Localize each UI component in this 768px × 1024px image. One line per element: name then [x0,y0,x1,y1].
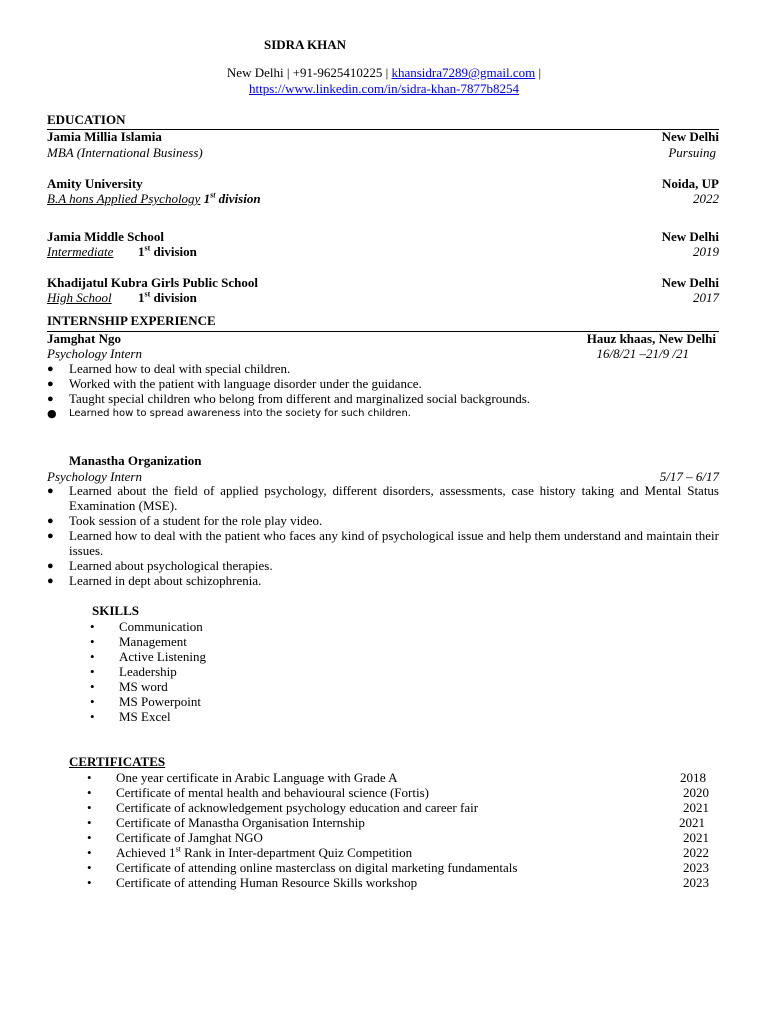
school-location: New Delhi [661,275,719,290]
role: Psychology Intern [47,469,142,484]
year: 2019 [693,244,719,259]
internship-points [47,484,719,589]
candidate-name: SIDRA KHAN [264,37,346,52]
org-location: Hauz khaas, New Delhi [586,331,716,346]
list-item: • Leadership [90,665,206,680]
list-item: • MS word [90,680,206,695]
school-name: Jamia Millia Islamia [47,129,162,144]
list-item: ● Learned about psychological therapies. [47,559,719,574]
education-entry [47,130,719,145]
skills-list [90,620,206,725]
list-item: • MS Powerpoint [90,695,206,710]
internship-detail [47,347,719,362]
list-item: • Certificate of attending Human Resource Skills workshop 2023 [87,876,709,891]
list-item: • Certificate of Jamghat NGO 2021 [87,831,709,846]
list-item: ● Worked with the patient with language disorder under the guidance. [47,377,719,392]
list-item: • Certificate of mental health and behavioural science (Fortis) 2020 [87,786,709,801]
school-name: Jamia Middle School [47,229,165,244]
internship-entry [47,332,719,347]
contact-suffix: | [535,65,542,80]
list-item: • Communication [90,620,206,635]
grade: 1st division [138,243,197,259]
internship-points [47,362,719,419]
school-location: New Delhi [661,129,719,144]
dates: 5/17 – 6/17 [659,469,719,484]
internship-heading: INTERNSHIP EXPERIENCE [47,313,216,328]
school-name: Khadijatul Kubra Girls Public School [47,275,258,290]
certificates-heading: CERTIFICATES [69,754,166,769]
list-item: • Management [90,635,206,650]
list-item: • Certificate of attending online masterclass on digital marketing fundamentals 2023 [87,861,709,876]
list-item: ● Took session of a student for the role play video. [47,514,719,529]
degree: B.A hons Applied Psychology [47,191,201,206]
school-name: Amity University [47,176,143,191]
education-heading: EDUCATION [47,112,126,127]
list-item: • One year certificate in Arabic Language with Grade A 2018 [87,771,709,786]
list-item: ● Learned in dept about schizophrenia. [47,574,719,589]
list-item: • MS Excel [90,710,206,725]
linkedin-link[interactable]: https://www.linkedin.com/in/sidra-khan-7877b8254 [249,80,519,96]
education-detail [47,245,719,260]
list-item: ● Learned how to deal with the patient who faces any kind of psychological issue and help them understand and maintain their issues. [47,529,719,559]
certificates-list [87,771,709,891]
email-link[interactable]: khansidra7289@gmail.com [391,65,536,80]
year: 2017 [693,290,719,305]
list-item: • Active Listening [90,650,206,665]
school-location: New Delhi [661,229,719,244]
education-detail [47,146,719,161]
list-item: ● Learned about the field of applied psychology, different disorders, assessments, case history taking and Mental Status Examination (MSE). [47,484,719,514]
list-item: • Certificate of Manastha Organisation Internship 2021 [87,816,709,831]
list-item: ● Learned how to deal with special children. [47,362,719,377]
degree: High School [47,290,112,305]
education-entry [47,177,719,192]
contact-info [0,66,768,97]
org-name: Jamghat Ngo [47,331,122,346]
list-item: ● Learned how to spread awareness into the society for such children. [47,407,719,420]
education-detail [47,291,719,306]
dates: 16/8/21 –21/9 /21 [596,346,689,361]
org-name: Manastha Organization [69,453,202,468]
list-item: • Achieved 1st Rank in Inter-department Quiz Competition 2022 [87,846,709,861]
education-detail [47,192,719,207]
school-location: Noida, UP [661,176,719,191]
contact-prefix: New Delhi | +91-9625410225 | [226,65,392,80]
year: 2022 [693,191,719,206]
skills-heading: SKILLS [92,603,139,618]
grade: 1st division [138,289,197,305]
list-item: ● Taught special children who belong from different and marginalized social backgrounds. [47,392,719,407]
degree: Intermediate [47,244,114,259]
role: Psychology Intern [47,346,142,361]
year: Pursuing [668,145,716,160]
list-item: • Certificate of acknowledgement psychology education and career fair 2021 [87,801,709,816]
grade: 1st division [203,190,261,206]
degree: MBA (International Business) [47,145,203,160]
